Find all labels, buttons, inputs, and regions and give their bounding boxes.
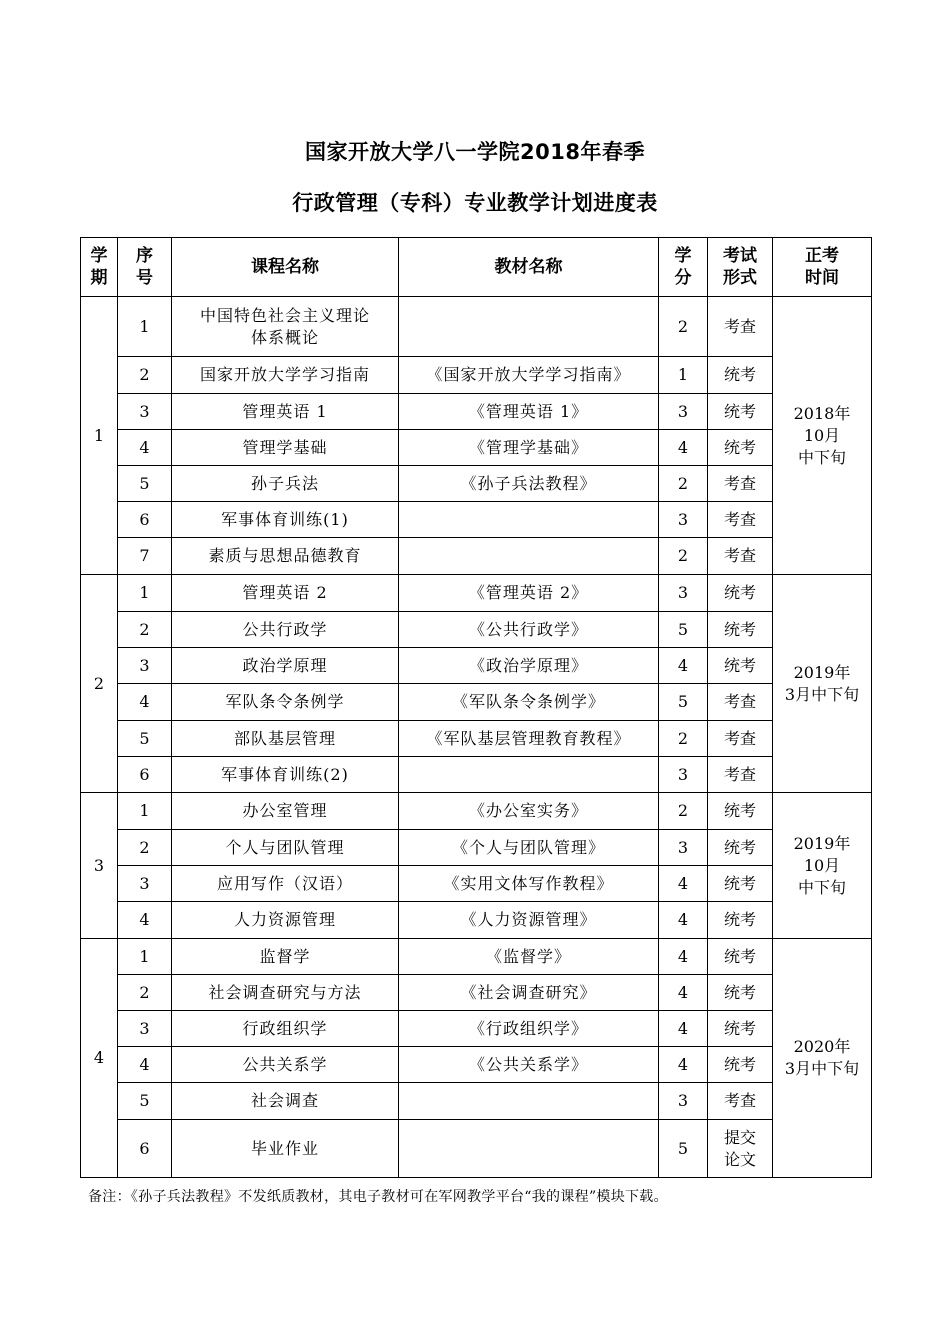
credit-cell: 2 [659,538,708,575]
course-name-cell: 管理学基础 [172,430,399,466]
table-row [81,866,872,902]
course-name-cell: 孙子兵法 [172,466,399,502]
table-row [81,902,872,939]
textbook-cell [399,538,659,575]
course-name-cell: 监督学 [172,939,399,975]
index-cell: 6 [118,1120,172,1178]
index-cell: 4 [118,684,172,721]
exam-time-cell: 2019年 3月中下旬 [773,575,872,793]
textbook-cell: 《办公室实务》 [399,793,659,830]
table-row [81,1083,872,1120]
index-cell: 7 [118,538,172,575]
credit-cell: 2 [659,721,708,757]
table-row [81,1011,872,1047]
exam-type-cell: 考查 [708,466,773,502]
course-name-cell: 社会调查研究与方法 [172,975,399,1011]
textbook-cell: 《军队条令条例学》 [399,684,659,721]
index-cell: 4 [118,430,172,466]
table-row [81,466,872,502]
course-name-cell: 素质与思想品德教育 [172,538,399,575]
table-row [81,793,872,830]
semester-cell: 2 [81,575,118,793]
exam-type-cell: 提交 论文 [708,1120,773,1178]
index-cell: 2 [118,830,172,866]
credit-cell: 3 [659,830,708,866]
table-row [81,830,872,866]
exam-type-cell: 统考 [708,612,773,648]
table-row [81,538,872,575]
credit-cell: 4 [659,866,708,902]
course-name-cell: 国家开放大学学习指南 [172,357,399,394]
credit-cell: 3 [659,502,708,538]
semester-cell: 1 [81,297,118,575]
index-cell: 3 [118,1011,172,1047]
course-name-cell: 人力资源管理 [172,902,399,939]
header-course: 课程名称 [172,238,399,297]
exam-type-cell: 统考 [708,1047,773,1083]
exam-type-cell: 统考 [708,1011,773,1047]
table-row [81,684,872,721]
index-cell: 4 [118,1047,172,1083]
credit-cell: 5 [659,684,708,721]
credit-cell: 4 [659,430,708,466]
textbook-cell: 《管理学基础》 [399,430,659,466]
credit-cell: 3 [659,394,708,430]
textbook-cell: 《公共关系学》 [399,1047,659,1083]
exam-type-cell: 统考 [708,793,773,830]
textbook-cell: 《管理英语 1》 [399,394,659,430]
exam-type-cell: 考查 [708,757,773,793]
course-name-cell: 公共关系学 [172,1047,399,1083]
exam-type-cell: 考查 [708,538,773,575]
course-name-cell: 行政组织学 [172,1011,399,1047]
exam-time-cell: 2020年 3月中下旬 [773,939,872,1178]
course-name-cell: 办公室管理 [172,793,399,830]
credit-cell: 5 [659,612,708,648]
course-name-cell: 部队基层管理 [172,721,399,757]
exam-type-cell: 统考 [708,866,773,902]
course-name-cell: 应用写作（汉语） [172,866,399,902]
credit-cell: 4 [659,975,708,1011]
table-row [81,939,872,975]
textbook-cell [399,757,659,793]
credit-cell: 2 [659,793,708,830]
header-index: 序 号 [118,238,172,297]
index-cell: 1 [118,575,172,612]
index-cell: 5 [118,1083,172,1120]
index-cell: 1 [118,297,172,357]
textbook-cell [399,502,659,538]
table-row [81,357,872,394]
index-cell: 2 [118,357,172,394]
exam-type-cell: 统考 [708,430,773,466]
index-cell: 3 [118,866,172,902]
header-row [81,238,872,297]
exam-time-cell: 2019年 10月 中下旬 [773,793,872,939]
credit-cell: 3 [659,1083,708,1120]
textbook-cell [399,1083,659,1120]
textbook-cell: 《管理英语 2》 [399,575,659,612]
index-cell: 4 [118,902,172,939]
exam-type-cell: 统考 [708,902,773,939]
table-row [81,1120,872,1178]
course-name-cell: 社会调查 [172,1083,399,1120]
credit-cell: 4 [659,1011,708,1047]
teaching-plan-table [80,237,872,1178]
credit-cell: 4 [659,1047,708,1083]
table-row [81,297,872,357]
exam-type-cell: 考查 [708,721,773,757]
exam-type-cell: 统考 [708,939,773,975]
exam-type-cell: 考查 [708,684,773,721]
index-cell: 1 [118,939,172,975]
course-name-cell: 管理英语 1 [172,394,399,430]
textbook-cell: 《孙子兵法教程》 [399,466,659,502]
table-row [81,721,872,757]
table-row [81,757,872,793]
course-name-cell: 军队条令条例学 [172,684,399,721]
credit-cell: 4 [659,648,708,684]
index-cell: 5 [118,466,172,502]
textbook-cell: 《人力资源管理》 [399,902,659,939]
exam-type-cell: 考查 [708,1083,773,1120]
table-row [81,394,872,430]
credit-cell: 5 [659,1120,708,1178]
footnote: 备注：《孙子兵法教程》不发纸质教材，其电子教材可在军网教学平台“我的课程”模块下载。 [88,1189,668,1205]
exam-type-cell: 统考 [708,357,773,394]
course-name-cell: 政治学原理 [172,648,399,684]
credit-cell: 4 [659,902,708,939]
index-cell: 2 [118,612,172,648]
index-cell: 3 [118,394,172,430]
table-row [81,502,872,538]
textbook-cell: 《监督学》 [399,939,659,975]
course-name-cell: 管理英语 2 [172,575,399,612]
textbook-cell: 《政治学原理》 [399,648,659,684]
table-row [81,648,872,684]
header-exam-time: 正考 时间 [773,238,872,297]
index-cell: 2 [118,975,172,1011]
course-name-cell: 公共行政学 [172,612,399,648]
table-row [81,430,872,466]
textbook-cell: 《个人与团队管理》 [399,830,659,866]
course-name-cell: 中国特色社会主义理论 体系概论 [172,297,399,357]
semester-cell: 4 [81,939,118,1178]
exam-type-cell: 统考 [708,575,773,612]
exam-type-cell: 统考 [708,648,773,684]
textbook-cell [399,1120,659,1178]
textbook-cell: 《实用文体写作教程》 [399,866,659,902]
course-name-cell: 军事体育训练(1) [172,502,399,538]
index-cell: 1 [118,793,172,830]
credit-cell: 4 [659,939,708,975]
textbook-cell: 《军队基层管理教育教程》 [399,721,659,757]
exam-type-cell: 统考 [708,394,773,430]
exam-type-cell: 考查 [708,502,773,538]
textbook-cell: 《行政组织学》 [399,1011,659,1047]
page-title: 国家开放大学八一学院2018年春季 [305,140,645,164]
index-cell: 6 [118,502,172,538]
page-subtitle: 行政管理（专科）专业教学计划进度表 [292,191,658,215]
header-semester: 学 期 [81,238,118,297]
header-exam-type: 考试 形式 [708,238,773,297]
table-row [81,975,872,1011]
table-row [81,575,872,612]
table-row [81,612,872,648]
header-textbook: 教材名称 [399,238,659,297]
header-credit: 学 分 [659,238,708,297]
course-name-cell: 毕业作业 [172,1120,399,1178]
credit-cell: 2 [659,466,708,502]
index-cell: 6 [118,757,172,793]
textbook-cell: 《国家开放大学学习指南》 [399,357,659,394]
table-row [81,1047,872,1083]
textbook-cell: 《社会调查研究》 [399,975,659,1011]
exam-type-cell: 考查 [708,297,773,357]
credit-cell: 2 [659,297,708,357]
credit-cell: 3 [659,757,708,793]
textbook-cell [399,297,659,357]
course-name-cell: 军事体育训练(2) [172,757,399,793]
index-cell: 3 [118,648,172,684]
course-name-cell: 个人与团队管理 [172,830,399,866]
credit-cell: 1 [659,357,708,394]
textbook-cell: 《公共行政学》 [399,612,659,648]
exam-type-cell: 统考 [708,975,773,1011]
semester-cell: 3 [81,793,118,939]
index-cell: 5 [118,721,172,757]
credit-cell: 3 [659,575,708,612]
exam-type-cell: 统考 [708,830,773,866]
exam-time-cell: 2018年 10月 中下旬 [773,297,872,575]
